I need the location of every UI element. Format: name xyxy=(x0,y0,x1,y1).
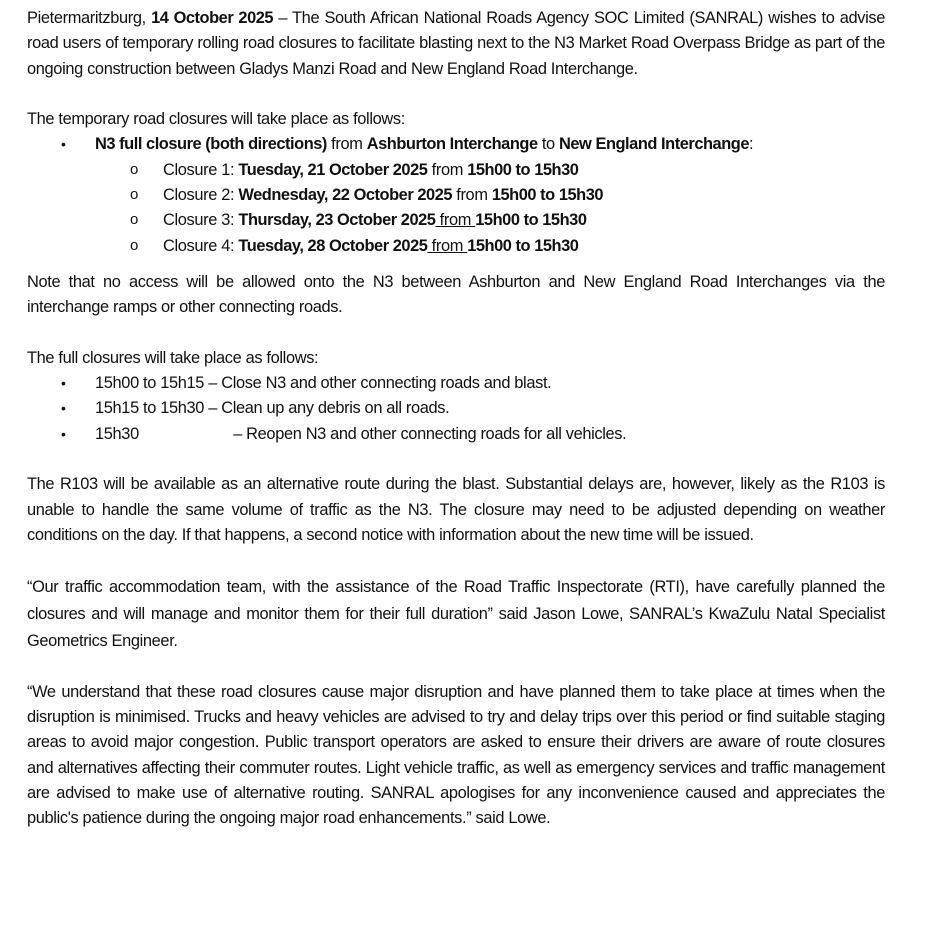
closure-time: 15h00 to 15h30 xyxy=(467,160,579,179)
full-closures-list xyxy=(27,371,885,447)
text-from: from xyxy=(326,135,367,154)
intro-date: 14 October 2025 xyxy=(151,9,274,27)
closure-item xyxy=(27,158,885,183)
closure-date: Thursday, 23 October 2025 xyxy=(238,211,436,230)
closure-sep: from xyxy=(435,211,476,230)
intro-place: Pietermaritzburg, xyxy=(27,9,146,27)
press-release-document xyxy=(27,6,885,832)
closure-dates-list xyxy=(27,158,885,259)
access-note: Note that no access will be allowed onto the N3 between Ashburton and New England Road Interchanges via the interchange ramps or other connecting roads. xyxy=(27,272,885,317)
closure-date: Tuesday, 28 October 2025 xyxy=(238,236,428,255)
closure-sep: from xyxy=(427,160,468,179)
closure-time: 15h00 to 15h30 xyxy=(475,211,587,230)
closure-date: Tuesday, 21 October 2025 xyxy=(238,160,428,179)
full-closure-item xyxy=(27,371,885,396)
text-colon: : xyxy=(749,135,754,154)
bullet-circle-icon: o xyxy=(130,160,138,178)
interchange-start: Ashburton Interchange xyxy=(366,135,538,154)
bullet-disc-icon: • xyxy=(61,136,66,153)
bullet-circle-icon: o xyxy=(130,236,138,254)
closure-sep: from xyxy=(452,186,492,205)
closure-label: Closure 2: xyxy=(163,186,239,205)
closure-date: Wednesday, 22 October 2025 xyxy=(238,186,453,205)
closure-item xyxy=(27,183,885,208)
full-closure-time: 15h30 xyxy=(95,424,139,443)
temporary-closures-list xyxy=(27,132,885,157)
quote-paragraph-1: “Our traffic accommodation team, with the assistance of the Road Traffic Inspectorate (RTI), have carefully planned the closures and will manage and monitor them for their full duration” said Jason Lowe, SANRAL’s KwaZulu Natal Specialist Geometrics Engineer. xyxy=(27,577,885,650)
bullet-disc-icon: • xyxy=(61,375,66,392)
text-to: to xyxy=(537,135,559,154)
full-closure-item xyxy=(27,422,885,447)
closure-label: Closure 1: xyxy=(163,160,239,179)
closure-item xyxy=(27,234,885,259)
closure-sep: from xyxy=(427,236,468,255)
intro-text: – The South African National Roads Agency SOC Limited (SANRAL) wishes to advise road users of temporary rolling road closures to facilitate blasting next to the N3 Market Road Overpass Bridge as part of the ongoing construction between Gladys Manzi Road and New England Road Interchange. xyxy=(27,9,885,78)
full-closure-time: 15h00 to 15h15 xyxy=(95,374,205,393)
closure-item xyxy=(27,208,885,233)
full-closure-text: – Reopen N3 and other connecting roads for all vehicles. xyxy=(229,424,627,443)
intro-paragraph xyxy=(27,6,885,82)
alternative-route-paragraph: The R103 will be available as an alternative route during the blast. Substantial delays are, however, likely as the R103 is unable to handle the same volume of traffic as the N3. The closure may need to be adjusted depending on weather conditions on the day. If that happens, a second notice with information about the new time will be issued. xyxy=(27,475,885,544)
interchange-end: New England Interchange xyxy=(559,135,750,154)
full-closures-lead: The full closures will take place as follows: xyxy=(27,348,319,367)
quote-paragraph-2: “We understand that these road closures cause major disruption and have planned them to take place at times when the disruption is minimised. Trucks and heavy vehicles are advised to try and delay trips over this period or find suitable staging areas to avoid major congestion. Public transport operators are asked to ensure their drivers are aware of route closures and alternatives affecting their commuter routes. Light vehicle traffic, as well as emergency services and traffic management are advised to make use of alternative routing. SANRAL apologises for any inconvenience caused and appreciates the public's patience during the ongoing major road enhancements.” said Lowe. xyxy=(27,682,885,828)
closure-scope: N3 full closure (both directions) xyxy=(95,135,327,154)
temporary-closures-lead: The temporary road closures will take place as follows: xyxy=(27,110,405,129)
closure-label: Closure 3: xyxy=(163,211,239,230)
bullet-circle-icon: o xyxy=(130,211,138,229)
full-closure-text: – Close N3 and other connecting roads and blast. xyxy=(204,374,552,393)
bullet-disc-icon: • xyxy=(61,425,66,442)
full-closure-text: – Clean up any debris on all roads. xyxy=(204,399,450,418)
list-item-n3-full-closure xyxy=(27,132,885,157)
closure-time: 15h00 to 15h30 xyxy=(491,186,604,205)
bullet-circle-icon: o xyxy=(130,186,138,204)
bullet-disc-icon: • xyxy=(61,400,66,417)
full-closure-item xyxy=(27,396,885,421)
closure-label: Closure 4: xyxy=(163,236,239,255)
full-closure-time: 15h15 to 15h30 xyxy=(95,399,205,418)
closure-time: 15h00 to 15h30 xyxy=(467,236,579,255)
